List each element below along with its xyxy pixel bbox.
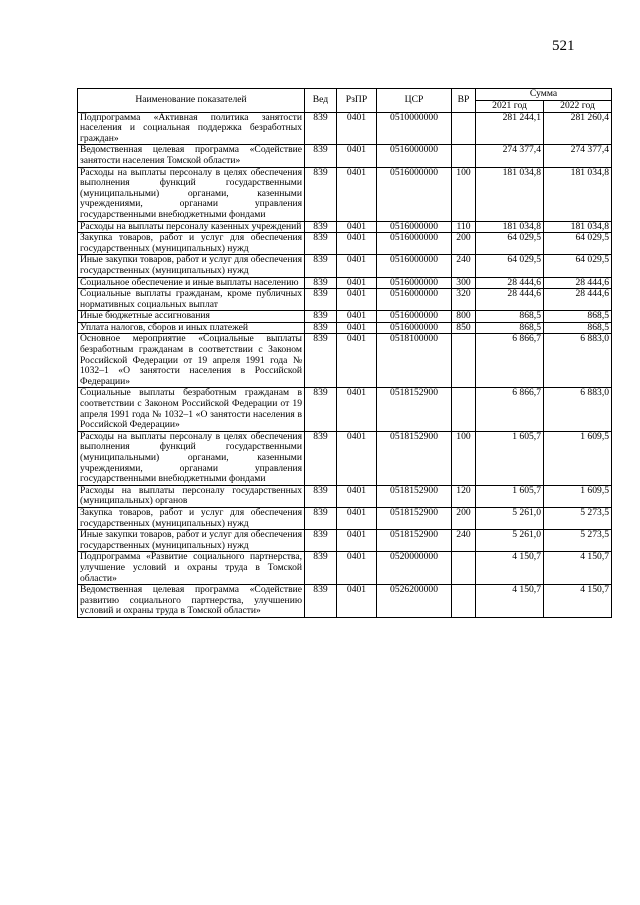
csr-cell: 0518152900 [377, 431, 452, 485]
table-row [78, 289, 612, 311]
ved-cell: 839 [305, 311, 337, 323]
sum-2022-cell: 181 034,8 [544, 221, 612, 233]
vr-cell: 240 [452, 255, 476, 277]
sum-2021-cell: 4 150,7 [476, 552, 544, 585]
indicator-name-cell: Основное мероприятие «Социальные выплаты безработным гражданам в соответствии с Законом Российской Федерации от 19 апреля 1991 года № 1032–1 «О занятости населения в Российской Федерации» [78, 334, 305, 388]
ved-cell: 839 [305, 552, 337, 585]
indicator-name-cell: Подпрограмма «Развитие социального партнерства, улучшение условий и охраны труда в Томской области» [78, 552, 305, 585]
indicator-name-cell: Расходы на выплаты персоналу в целях обеспечения выполнения функций государственными (муниципальными) органами, казенными учреждениями, органами управления государственными внебюджетными фондами [78, 431, 305, 485]
vr-cell [452, 145, 476, 167]
table-row [78, 530, 612, 552]
table-row [78, 552, 612, 585]
sum-2022-cell: 181 034,8 [544, 167, 612, 221]
indicator-name-cell: Закупка товаров, работ и услуг для обеспечения государственных (муниципальных) нужд [78, 233, 305, 255]
sum-2022-cell: 4 150,7 [544, 552, 612, 585]
indicator-name-cell: Социальные выплаты гражданам, кроме публичных нормативных социальных выплат [78, 289, 305, 311]
rzpr-cell: 0401 [337, 112, 377, 145]
sum-2022-cell: 274 377,4 [544, 145, 612, 167]
rzpr-cell: 0401 [337, 334, 377, 388]
sum-2021-cell: 5 261,0 [476, 507, 544, 529]
indicator-name-cell: Закупка товаров, работ и услуг для обеспечения государственных (муниципальных) нужд [78, 507, 305, 529]
table-row [78, 507, 612, 529]
header-name: Наименование показателей [78, 89, 305, 113]
page-number: 521 [552, 38, 575, 54]
sum-2021-cell: 274 377,4 [476, 145, 544, 167]
ved-cell: 839 [305, 255, 337, 277]
sum-2021-cell: 64 029,5 [476, 255, 544, 277]
vr-cell: 320 [452, 289, 476, 311]
vr-cell: 300 [452, 277, 476, 289]
rzpr-cell: 0401 [337, 431, 377, 485]
vr-cell: 200 [452, 507, 476, 529]
indicator-name-cell: Расходы на выплаты персоналу в целях обеспечения выполнения функций государственными (муниципальными) органами, казенными учреждениями, органами управления государственными внебюджетными фондами [78, 167, 305, 221]
sum-2022-cell: 281 260,4 [544, 112, 612, 145]
ved-cell: 839 [305, 485, 337, 507]
rzpr-cell: 0401 [337, 145, 377, 167]
sum-2021-cell: 1 605,7 [476, 431, 544, 485]
sum-2021-cell: 281 244,1 [476, 112, 544, 145]
ved-cell: 839 [305, 167, 337, 221]
sum-2022-cell: 64 029,5 [544, 255, 612, 277]
csr-cell: 0510000000 [377, 112, 452, 145]
header-year-2022: 2022 год [544, 100, 612, 112]
header-year-2021: 2021 год [476, 100, 544, 112]
vr-cell [452, 552, 476, 585]
table-row [78, 585, 612, 618]
indicator-name-cell: Социальные выплаты безработным гражданам в соответствии с Законом Российской Федерации от 19 апреля 1991 года № 1032–1 «О занятости населения в Российской Федерации» [78, 388, 305, 431]
ved-cell: 839 [305, 233, 337, 255]
csr-cell: 0516000000 [377, 255, 452, 277]
sum-2021-cell: 4 150,7 [476, 585, 544, 618]
sum-2022-cell: 868,5 [544, 311, 612, 323]
vr-cell: 850 [452, 322, 476, 334]
indicator-name-cell: Подпрограмма «Активная политика занятости населения и социальная поддержка безработных граждан» [78, 112, 305, 145]
sum-2022-cell: 28 444,6 [544, 277, 612, 289]
csr-cell: 0516000000 [377, 167, 452, 221]
sum-2021-cell: 5 261,0 [476, 530, 544, 552]
rzpr-cell: 0401 [337, 167, 377, 221]
vr-cell [452, 388, 476, 431]
vr-cell: 240 [452, 530, 476, 552]
sum-2021-cell: 1 605,7 [476, 485, 544, 507]
sum-2022-cell: 868,5 [544, 322, 612, 334]
csr-cell: 0516000000 [377, 289, 452, 311]
table-row [78, 145, 612, 167]
csr-cell: 0516000000 [377, 311, 452, 323]
indicator-name-cell: Уплата налогов, сборов и иных платежей [78, 322, 305, 334]
vr-cell: 800 [452, 311, 476, 323]
csr-cell: 0520000000 [377, 552, 452, 585]
rzpr-cell: 0401 [337, 485, 377, 507]
indicator-name-cell: Расходы на выплаты персоналу казенных учреждений [78, 221, 305, 233]
vr-cell: 100 [452, 167, 476, 221]
indicator-name-cell: Расходы на выплаты персоналу государственных (муниципальных) органов [78, 485, 305, 507]
rzpr-cell: 0401 [337, 255, 377, 277]
sum-2022-cell: 6 883,0 [544, 388, 612, 431]
table-row [78, 311, 612, 323]
sum-2022-cell: 4 150,7 [544, 585, 612, 618]
rzpr-cell: 0401 [337, 388, 377, 431]
csr-cell: 0516000000 [377, 277, 452, 289]
ved-cell: 839 [305, 530, 337, 552]
csr-cell: 0518152900 [377, 388, 452, 431]
sum-2021-cell: 28 444,6 [476, 289, 544, 311]
ved-cell: 839 [305, 289, 337, 311]
vr-cell: 200 [452, 233, 476, 255]
ved-cell: 839 [305, 585, 337, 618]
header-row-1 [78, 89, 612, 101]
header-vr: ВР [452, 89, 476, 113]
ved-cell: 839 [305, 507, 337, 529]
rzpr-cell: 0401 [337, 507, 377, 529]
header-sum: Сумма [476, 89, 612, 101]
csr-cell: 0518100000 [377, 334, 452, 388]
sum-2021-cell: 868,5 [476, 322, 544, 334]
rzpr-cell: 0401 [337, 311, 377, 323]
rzpr-cell: 0401 [337, 552, 377, 585]
csr-cell: 0518152900 [377, 485, 452, 507]
indicator-name-cell: Иные закупки товаров, работ и услуг для обеспечения государственных (муниципальных) нужд [78, 255, 305, 277]
indicator-name-cell: Ведомственная целевая программа «Содействие развитию социального партнерства, улучшению условий и охраны труда в Томской области» [78, 585, 305, 618]
ved-cell: 839 [305, 334, 337, 388]
table-row [78, 112, 612, 145]
table-row [78, 431, 612, 485]
vr-cell: 100 [452, 431, 476, 485]
ved-cell: 839 [305, 145, 337, 167]
table-row [78, 322, 612, 334]
header-csr: ЦСР [377, 89, 452, 113]
ved-cell: 839 [305, 431, 337, 485]
table-row [78, 233, 612, 255]
table-row [78, 485, 612, 507]
rzpr-cell: 0401 [337, 277, 377, 289]
ved-cell: 839 [305, 221, 337, 233]
header-ved: Вед [305, 89, 337, 113]
csr-cell: 0518152900 [377, 530, 452, 552]
csr-cell: 0516000000 [377, 221, 452, 233]
header-rzpr: РзПР [337, 89, 377, 113]
vr-cell [452, 334, 476, 388]
sum-2021-cell: 6 866,7 [476, 334, 544, 388]
vr-cell: 120 [452, 485, 476, 507]
sum-2021-cell: 868,5 [476, 311, 544, 323]
indicator-name-cell: Ведомственная целевая программа «Содействие занятости населения Томской области» [78, 145, 305, 167]
csr-cell: 0518152900 [377, 507, 452, 529]
csr-cell: 0516000000 [377, 322, 452, 334]
sum-2022-cell: 1 609,5 [544, 485, 612, 507]
sum-2021-cell: 28 444,6 [476, 277, 544, 289]
vr-cell [452, 585, 476, 618]
indicator-name-cell: Социальное обеспечение и иные выплаты населению [78, 277, 305, 289]
sum-2022-cell: 1 609,5 [544, 431, 612, 485]
table-row [78, 221, 612, 233]
rzpr-cell: 0401 [337, 585, 377, 618]
csr-cell: 0516000000 [377, 145, 452, 167]
vr-cell [452, 112, 476, 145]
ved-cell: 839 [305, 112, 337, 145]
table-row [78, 277, 612, 289]
sum-2021-cell: 6 866,7 [476, 388, 544, 431]
table-row [78, 334, 612, 388]
rzpr-cell: 0401 [337, 530, 377, 552]
sum-2022-cell: 6 883,0 [544, 334, 612, 388]
ved-cell: 839 [305, 277, 337, 289]
table-row [78, 255, 612, 277]
rzpr-cell: 0401 [337, 289, 377, 311]
indicator-name-cell: Иные закупки товаров, работ и услуг для обеспечения государственных (муниципальных) нужд [78, 530, 305, 552]
table-row [78, 388, 612, 431]
rzpr-cell: 0401 [337, 322, 377, 334]
csr-cell: 0516000000 [377, 233, 452, 255]
sum-2021-cell: 181 034,8 [476, 167, 544, 221]
sum-2022-cell: 5 273,5 [544, 507, 612, 529]
csr-cell: 0526200000 [377, 585, 452, 618]
sum-2021-cell: 181 034,8 [476, 221, 544, 233]
rzpr-cell: 0401 [337, 221, 377, 233]
rzpr-cell: 0401 [337, 233, 377, 255]
sum-2021-cell: 64 029,5 [476, 233, 544, 255]
table-row [78, 167, 612, 221]
budget-table [77, 88, 612, 618]
sum-2022-cell: 28 444,6 [544, 289, 612, 311]
sum-2022-cell: 5 273,5 [544, 530, 612, 552]
ved-cell: 839 [305, 322, 337, 334]
vr-cell: 110 [452, 221, 476, 233]
ved-cell: 839 [305, 388, 337, 431]
indicator-name-cell: Иные бюджетные ассигнования [78, 311, 305, 323]
sum-2022-cell: 64 029,5 [544, 233, 612, 255]
